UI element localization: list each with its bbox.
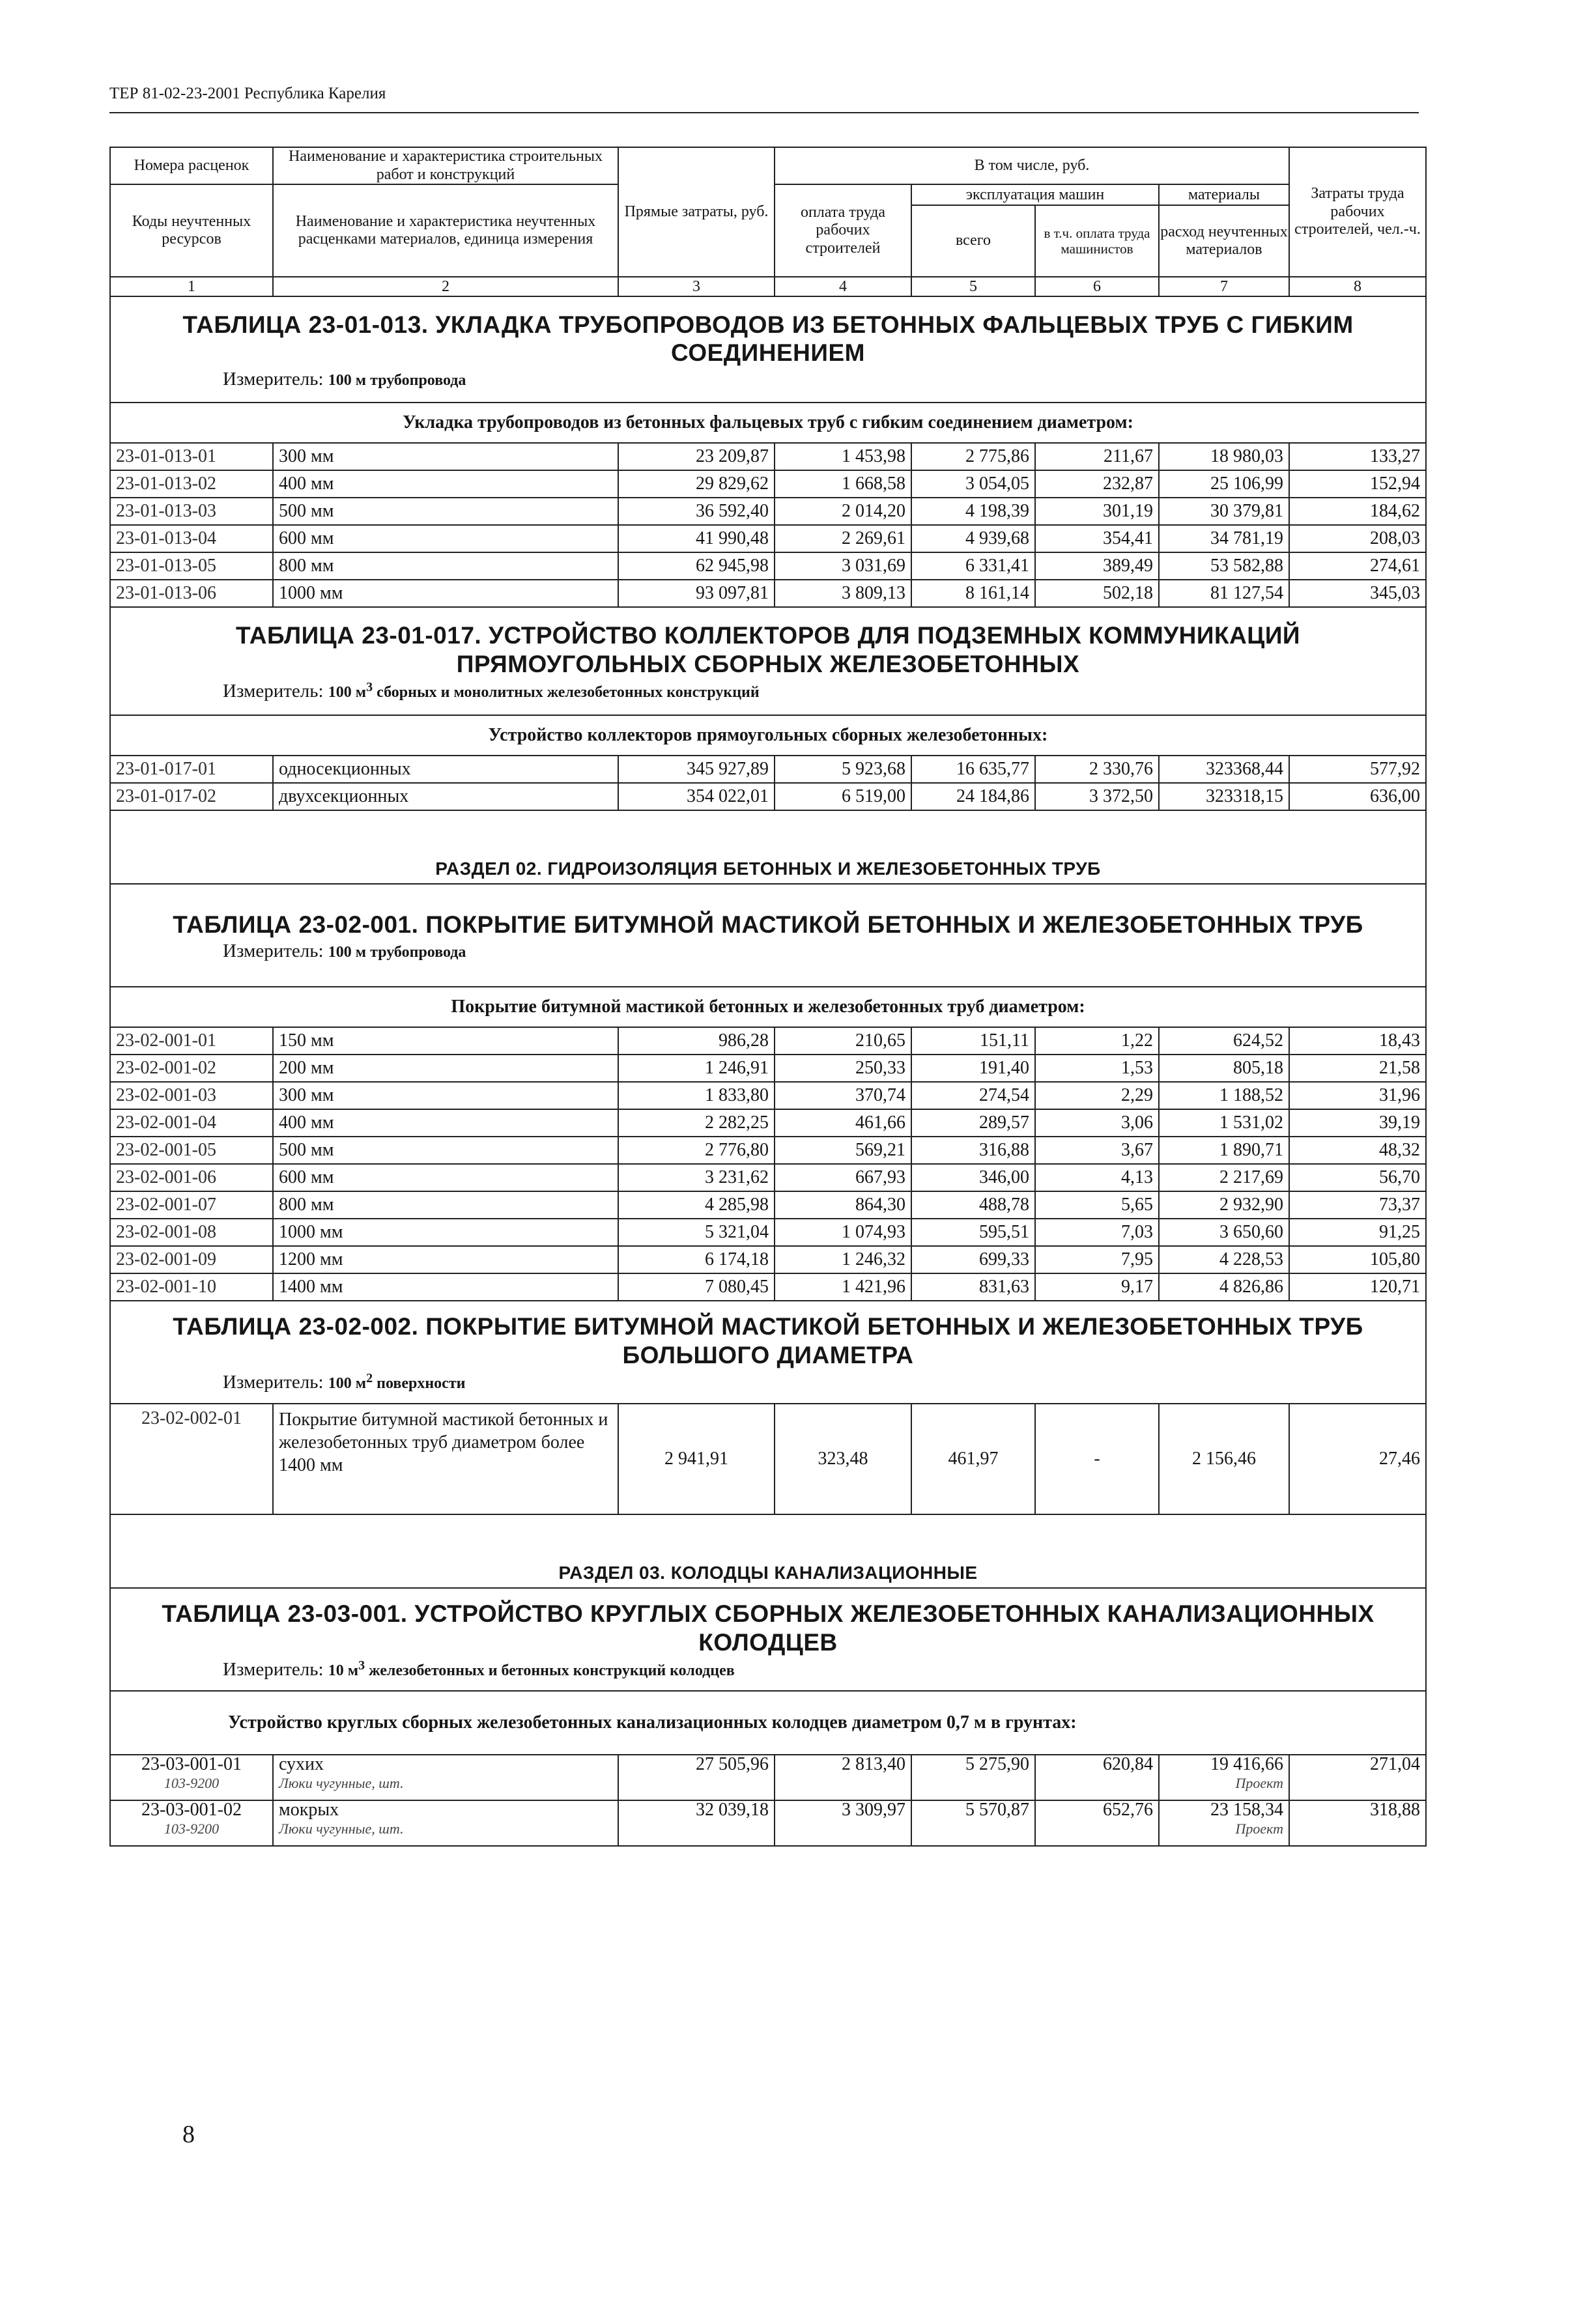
work-name: односекционных xyxy=(273,756,618,783)
table-row xyxy=(110,1755,1426,1800)
resource-code: 103-9200 xyxy=(164,1821,220,1837)
labor: 27,46 xyxy=(1289,1404,1426,1514)
materials: 3 650,60 xyxy=(1159,1219,1289,1246)
machine-wages: 211,67 xyxy=(1035,443,1159,470)
work-name: 400 мм xyxy=(273,1109,618,1137)
direct-costs: 29 829,62 xyxy=(618,470,775,498)
rate-code: 23-02-001-08 xyxy=(110,1219,273,1246)
table-row xyxy=(110,1246,1426,1273)
work-name: 1400 мм xyxy=(273,1273,618,1301)
rows-23-01-017 xyxy=(110,756,1426,810)
direct-costs: 23 209,87 xyxy=(618,443,775,470)
col-num: 6 xyxy=(1035,277,1159,296)
table-row xyxy=(110,1219,1426,1246)
machine-wages: 3,06 xyxy=(1035,1109,1159,1137)
col-num: 4 xyxy=(775,277,911,296)
work-name: 600 мм xyxy=(273,525,618,552)
work-name: Покрытие битумной мастикой бетонных и железобетонных труб диаметром более 1400 мм xyxy=(273,1404,618,1514)
table-meter: Измеритель: 100 $м^3$ сборных и монолитных железобетонных конструкций xyxy=(223,680,760,702)
header-row-1 xyxy=(110,147,1426,184)
labor: 208,03 xyxy=(1289,525,1426,552)
table-row xyxy=(110,580,1426,607)
materials: 1 890,71 xyxy=(1159,1137,1289,1164)
direct-costs: 1 833,80 xyxy=(618,1082,775,1109)
machines-total: 16 635,77 xyxy=(911,756,1035,783)
machines-total: 24 184,86 xyxy=(911,783,1035,810)
direct-costs: 27 505,96 xyxy=(618,1755,775,1800)
work-name: двухсекционных xyxy=(273,783,618,810)
materials: 18 980,03 xyxy=(1159,443,1289,470)
subheading-row xyxy=(110,987,1426,1027)
col-num: 2 xyxy=(273,277,618,296)
labor: 18,43 xyxy=(1289,1027,1426,1055)
direct-costs: 354 022,01 xyxy=(618,783,775,810)
table-row xyxy=(110,756,1426,783)
wages: 1 074,93 xyxy=(775,1219,911,1246)
table-row xyxy=(110,783,1426,810)
hdr-machines-wages: в т.ч. оплата труда машинистов xyxy=(1044,225,1150,257)
subheading-row xyxy=(110,1691,1426,1755)
rate-code: 23-03-001-02 xyxy=(141,1800,242,1821)
header-rule xyxy=(109,112,1419,113)
labor: 56,70 xyxy=(1289,1164,1426,1191)
wages: 864,30 xyxy=(775,1191,911,1219)
materials: 2 217,69 xyxy=(1159,1164,1289,1191)
labor: 91,25 xyxy=(1289,1219,1426,1246)
rate-code: 23-01-013-04 xyxy=(110,525,273,552)
wages: 3 031,69 xyxy=(775,552,911,580)
table-title: ТАБЛИЦА 23-02-001. ПОКРЫТИЕ БИТУМНОЙ МАСТИКОЙ БЕТОННЫХ И ЖЕЛЕЗОБЕТОННЫХ ТРУБ xyxy=(173,911,1363,938)
wages: 1 421,96 xyxy=(775,1273,911,1301)
table-row xyxy=(110,1800,1426,1846)
rate-code: 23-01-013-05 xyxy=(110,552,273,580)
machine-wages: 3 372,50 xyxy=(1035,783,1159,810)
materials-note: Проект xyxy=(1235,1775,1283,1792)
materials: 19 416,66 xyxy=(1210,1755,1283,1775)
rows-23-01-013 xyxy=(110,443,1426,607)
section-title: РАЗДЕЛ 03. КОЛОДЦЫ КАНАЛИЗАЦИОННЫЕ xyxy=(110,1514,1426,1588)
wages: 2 813,40 xyxy=(775,1755,911,1800)
machine-wages: 1,22 xyxy=(1035,1027,1159,1055)
table-header-23-01-013 xyxy=(110,296,1426,403)
labor: 39,19 xyxy=(1289,1109,1426,1137)
work-name: 500 мм xyxy=(273,498,618,525)
rows-23-02-001 xyxy=(110,1027,1426,1301)
machines-total: 316,88 xyxy=(911,1137,1035,1164)
rate-code: 23-02-001-03 xyxy=(110,1082,273,1109)
machines-total: 274,54 xyxy=(911,1082,1035,1109)
labor: 271,04 xyxy=(1289,1755,1426,1800)
table-row xyxy=(110,1027,1426,1055)
materials: 34 781,19 xyxy=(1159,525,1289,552)
direct-costs: 4 285,98 xyxy=(618,1191,775,1219)
labor: 318,88 xyxy=(1289,1800,1426,1846)
machines-total: 2 775,86 xyxy=(911,443,1035,470)
direct-costs: 3 231,62 xyxy=(618,1164,775,1191)
machine-wages: 1,53 xyxy=(1035,1055,1159,1082)
table-row xyxy=(110,470,1426,498)
materials: 25 106,99 xyxy=(1159,470,1289,498)
wages: 370,74 xyxy=(775,1082,911,1109)
table-title: ТАБЛИЦА 23-01-017. УСТРОЙСТВО КОЛЛЕКТОРОВ ДЛЯ ПОДЗЕМНЫХ КОММУНИКАЦИЙ ПРЯМОУГОЛЬНЫХ СБОРНЫХ ЖЕЛЕЗОБЕТОННЫХ xyxy=(235,622,1301,677)
table-row xyxy=(110,1273,1426,1301)
rate-code: 23-02-001-10 xyxy=(110,1273,273,1301)
work-name: сухих xyxy=(279,1755,324,1775)
material-note: Люки чугунные, шт. xyxy=(279,1821,404,1837)
work-name: 200 мм xyxy=(273,1055,618,1082)
machine-wages: 9,17 xyxy=(1035,1273,1159,1301)
hdr-machines-total: всего xyxy=(912,206,1036,276)
materials: 2 156,46 xyxy=(1159,1404,1289,1514)
table-row xyxy=(110,1082,1426,1109)
materials: 23 158,34 xyxy=(1210,1800,1283,1821)
machines-total: 4 198,39 xyxy=(911,498,1035,525)
table-header-23-02-002 xyxy=(110,1301,1426,1404)
direct-costs: 986,28 xyxy=(618,1027,775,1055)
col-num: 1 xyxy=(110,277,273,296)
direct-costs: 6 174,18 xyxy=(618,1246,775,1273)
subheading: Укладка трубопроводов из бетонных фальцевых труб с гибким соединением диаметром: xyxy=(110,403,1426,443)
table-title: ТАБЛИЦА 23-03-001. УСТРОЙСТВО КРУГЛЫХ СБОРНЫХ ЖЕЛЕЗОБЕТОННЫХ КАНАЛИЗАЦИОННЫХ КОЛОДЦЕВ xyxy=(162,1600,1374,1656)
work-name: 1200 мм xyxy=(273,1246,618,1273)
col-num: 8 xyxy=(1289,277,1426,296)
machine-wages: 7,95 xyxy=(1035,1246,1159,1273)
work-name: 400 мм xyxy=(273,470,618,498)
column-numbers-row xyxy=(110,277,1426,296)
rate-code: 23-01-013-03 xyxy=(110,498,273,525)
table-title: ТАБЛИЦА 23-01-013. УКЛАДКА ТРУБОПРОВОДОВ ИЗ БЕТОННЫХ ФАЛЬЦЕВЫХ ТРУБ С ГИБКИМ СОЕДИНЕНИЕМ xyxy=(182,311,1354,367)
rate-code: 23-02-001-09 xyxy=(110,1246,273,1273)
direct-costs: 93 097,81 xyxy=(618,580,775,607)
machines-total: 595,51 xyxy=(911,1219,1035,1246)
subheading: Покрытие битумной мастикой бетонных и железобетонных труб диаметром: xyxy=(110,987,1426,1027)
table-row xyxy=(110,1404,1426,1514)
labor: 152,94 xyxy=(1289,470,1426,498)
direct-costs: 1 246,91 xyxy=(618,1055,775,1082)
materials: 805,18 xyxy=(1159,1055,1289,1082)
direct-costs: 5 321,04 xyxy=(618,1219,775,1246)
machines-total: 191,40 xyxy=(911,1055,1035,1082)
table-meter: Измеритель: 100 $м^2$ поверхности xyxy=(223,1371,466,1393)
machine-wages: 502,18 xyxy=(1035,580,1159,607)
machine-wages: 7,03 xyxy=(1035,1219,1159,1246)
hdr-including: В том числе, руб. xyxy=(775,147,1289,184)
labor: 120,71 xyxy=(1289,1273,1426,1301)
materials: 323368,44 xyxy=(1159,756,1289,783)
machines-total: 831,63 xyxy=(911,1273,1035,1301)
rate-code: 23-02-001-01 xyxy=(110,1027,273,1055)
machine-wages: - xyxy=(1035,1404,1159,1514)
subheading: Устройство коллекторов прямоугольных сборных железобетонных: xyxy=(110,715,1426,756)
wages: 1 246,32 xyxy=(775,1246,911,1273)
materials: 53 582,88 xyxy=(1159,552,1289,580)
rate-code: 23-01-017-02 xyxy=(110,783,273,810)
rate-code: 23-02-001-02 xyxy=(110,1055,273,1082)
direct-costs: 36 592,40 xyxy=(618,498,775,525)
work-name: 800 мм xyxy=(273,1191,618,1219)
wages: 3 809,13 xyxy=(775,580,911,607)
machines-total: 8 161,14 xyxy=(911,580,1035,607)
direct-costs: 7 080,45 xyxy=(618,1273,775,1301)
machines-total: 3 054,05 xyxy=(911,470,1035,498)
section-title: РАЗДЕЛ 02. ГИДРОИЗОЛЯЦИЯ БЕТОННЫХ И ЖЕЛЕЗОБЕТОННЫХ ТРУБ xyxy=(110,810,1426,884)
hdr-rate-numbers: Номера расценок xyxy=(110,147,273,184)
table-meter: Измеритель: 100 м трубопровода xyxy=(223,940,466,961)
subheading-row xyxy=(110,403,1426,443)
rate-code: 23-01-013-06 xyxy=(110,580,273,607)
wages: 2 269,61 xyxy=(775,525,911,552)
direct-costs: 2 282,25 xyxy=(618,1109,775,1137)
table-row xyxy=(110,552,1426,580)
materials: 4 826,86 xyxy=(1159,1273,1289,1301)
work-name: 300 мм xyxy=(273,443,618,470)
hdr-direct-costs: Прямые затраты, руб. xyxy=(618,147,775,277)
col-num: 7 xyxy=(1159,277,1289,296)
machines-total: 151,11 xyxy=(911,1027,1035,1055)
materials: 323318,15 xyxy=(1159,783,1289,810)
materials: 624,52 xyxy=(1159,1027,1289,1055)
hdr-materials: материалы xyxy=(1160,185,1289,206)
table-row xyxy=(110,1109,1426,1137)
table-header-23-02-001 xyxy=(110,884,1426,987)
wages: 569,21 xyxy=(775,1137,911,1164)
labor: 133,27 xyxy=(1289,443,1426,470)
machines-total: 289,57 xyxy=(911,1109,1035,1137)
machine-wages: 389,49 xyxy=(1035,552,1159,580)
rate-code: 23-01-013-02 xyxy=(110,470,273,498)
machines-total: 488,78 xyxy=(911,1191,1035,1219)
machines-total: 4 939,68 xyxy=(911,525,1035,552)
table-meter: Измеритель: 10 $м^3$ железобетонных и бетонных конструкций колодцев xyxy=(223,1658,735,1680)
material-note: Люки чугунные, шт. xyxy=(279,1775,404,1792)
materials: 30 379,81 xyxy=(1159,498,1289,525)
table-row xyxy=(110,1137,1426,1164)
labor: 31,96 xyxy=(1289,1082,1426,1109)
wages: 6 519,00 xyxy=(775,783,911,810)
hdr-wages: оплата труда рабочих строителей xyxy=(775,184,911,277)
labor: 184,62 xyxy=(1289,498,1426,525)
rate-code: 23-02-001-05 xyxy=(110,1137,273,1164)
machine-wages: 5,65 xyxy=(1035,1191,1159,1219)
machine-wages: 2,29 xyxy=(1035,1082,1159,1109)
wages: 1 453,98 xyxy=(775,443,911,470)
labor: 21,58 xyxy=(1289,1055,1426,1082)
resource-code: 103-9200 xyxy=(164,1775,220,1792)
machine-wages: 232,87 xyxy=(1035,470,1159,498)
rate-code: 23-01-017-01 xyxy=(110,756,273,783)
table-row xyxy=(110,443,1426,470)
table-row xyxy=(110,1164,1426,1191)
machines-total: 699,33 xyxy=(911,1246,1035,1273)
wages: 5 923,68 xyxy=(775,756,911,783)
machines-total: 5 570,87 xyxy=(911,1800,1035,1846)
machines-total: 346,00 xyxy=(911,1164,1035,1191)
work-name: 1000 мм xyxy=(273,1219,618,1246)
machines-total: 461,97 xyxy=(911,1404,1035,1514)
machine-wages: 652,76 xyxy=(1035,1800,1159,1846)
direct-costs: 2 941,91 xyxy=(618,1404,775,1514)
machine-wages: 3,67 xyxy=(1035,1137,1159,1164)
rate-code: 23-02-002-01 xyxy=(110,1404,273,1514)
wages: 1 668,58 xyxy=(775,470,911,498)
work-name: 300 мм xyxy=(273,1082,618,1109)
table-row xyxy=(110,498,1426,525)
labor: 105,80 xyxy=(1289,1246,1426,1273)
machines-total: 5 275,90 xyxy=(911,1755,1035,1800)
work-name: 1000 мм xyxy=(273,580,618,607)
materials: 1 188,52 xyxy=(1159,1082,1289,1109)
razdel-02-row xyxy=(110,810,1426,884)
materials: 4 228,53 xyxy=(1159,1246,1289,1273)
table-header-23-01-017 xyxy=(110,607,1426,715)
labor: 636,00 xyxy=(1289,783,1426,810)
work-name: мокрых xyxy=(279,1800,339,1821)
hdr-materials-unused: расход неучтенных материалов xyxy=(1160,223,1288,259)
labor: 577,92 xyxy=(1289,756,1426,783)
subheading-row xyxy=(110,715,1426,756)
rate-code: 23-02-001-06 xyxy=(110,1164,273,1191)
labor: 345,03 xyxy=(1289,580,1426,607)
table-header-23-03-001 xyxy=(110,1588,1426,1691)
wages: 210,65 xyxy=(775,1027,911,1055)
materials-note: Проект xyxy=(1235,1821,1283,1837)
machine-wages: 2 330,76 xyxy=(1035,756,1159,783)
hdr-resource-codes: Коды неучтенных ресурсов xyxy=(110,184,273,277)
hdr-labor-costs: Затраты труда рабочих строителей, чел.-ч. xyxy=(1289,147,1426,277)
col-num: 3 xyxy=(618,277,775,296)
work-name: 800 мм xyxy=(273,552,618,580)
direct-costs: 345 927,89 xyxy=(618,756,775,783)
table-title: ТАБЛИЦА 23-02-002. ПОКРЫТИЕ БИТУМНОЙ МАСТИКОЙ БЕТОННЫХ И ЖЕЛЕЗОБЕТОННЫХ ТРУБ БОЛЬШОГО ДИАМЕТРА xyxy=(173,1313,1363,1368)
rate-code: 23-02-001-07 xyxy=(110,1191,273,1219)
hdr-materials-name: Наименование и характеристика неучтенных расценками материалов, единица измерения xyxy=(273,184,618,277)
work-name: 500 мм xyxy=(273,1137,618,1164)
work-name: 150 мм xyxy=(273,1027,618,1055)
wages: 250,33 xyxy=(775,1055,911,1082)
wages: 461,66 xyxy=(775,1109,911,1137)
labor: 274,61 xyxy=(1289,552,1426,580)
materials: 81 127,54 xyxy=(1159,580,1289,607)
subheading: Устройство круглых сборных железобетонных канализационных колодцев диаметром 0,7 м в грунтах: xyxy=(110,1691,1426,1755)
rows-23-03-001 xyxy=(110,1755,1426,1846)
hdr-machines: эксплуатация машин xyxy=(912,185,1158,206)
page-number: 8 xyxy=(182,2121,195,2148)
wages: 2 014,20 xyxy=(775,498,911,525)
wages: 3 309,97 xyxy=(775,1800,911,1846)
rate-code: 23-02-001-04 xyxy=(110,1109,273,1137)
direct-costs: 32 039,18 xyxy=(618,1800,775,1846)
col-num: 5 xyxy=(911,277,1035,296)
work-name: 600 мм xyxy=(273,1164,618,1191)
wages: 323,48 xyxy=(775,1404,911,1514)
wages: 667,93 xyxy=(775,1164,911,1191)
labor: 73,37 xyxy=(1289,1191,1426,1219)
machine-wages: 354,41 xyxy=(1035,525,1159,552)
direct-costs: 41 990,48 xyxy=(618,525,775,552)
machine-wages: 301,19 xyxy=(1035,498,1159,525)
hdr-work-name: Наименование и характеристика строительных работ и конструкций xyxy=(273,147,618,184)
direct-costs: 2 776,80 xyxy=(618,1137,775,1164)
document-header: ТЕР 81-02-23-2001 Республика Карелия xyxy=(109,85,386,102)
table-meter: Измеритель: 100 м трубопровода xyxy=(223,368,466,390)
rates-table xyxy=(109,147,1427,1847)
materials: 1 531,02 xyxy=(1159,1109,1289,1137)
table-row xyxy=(110,1055,1426,1082)
rate-code: 23-03-001-01 xyxy=(141,1755,242,1775)
materials: 2 932,90 xyxy=(1159,1191,1289,1219)
table-row xyxy=(110,525,1426,552)
razdel-03-row xyxy=(110,1514,1426,1588)
machine-wages: 620,84 xyxy=(1035,1755,1159,1800)
table-row xyxy=(110,1191,1426,1219)
rate-code: 23-01-013-01 xyxy=(110,443,273,470)
machines-total: 6 331,41 xyxy=(911,552,1035,580)
machine-wages: 4,13 xyxy=(1035,1164,1159,1191)
labor: 48,32 xyxy=(1289,1137,1426,1164)
direct-costs: 62 945,98 xyxy=(618,552,775,580)
